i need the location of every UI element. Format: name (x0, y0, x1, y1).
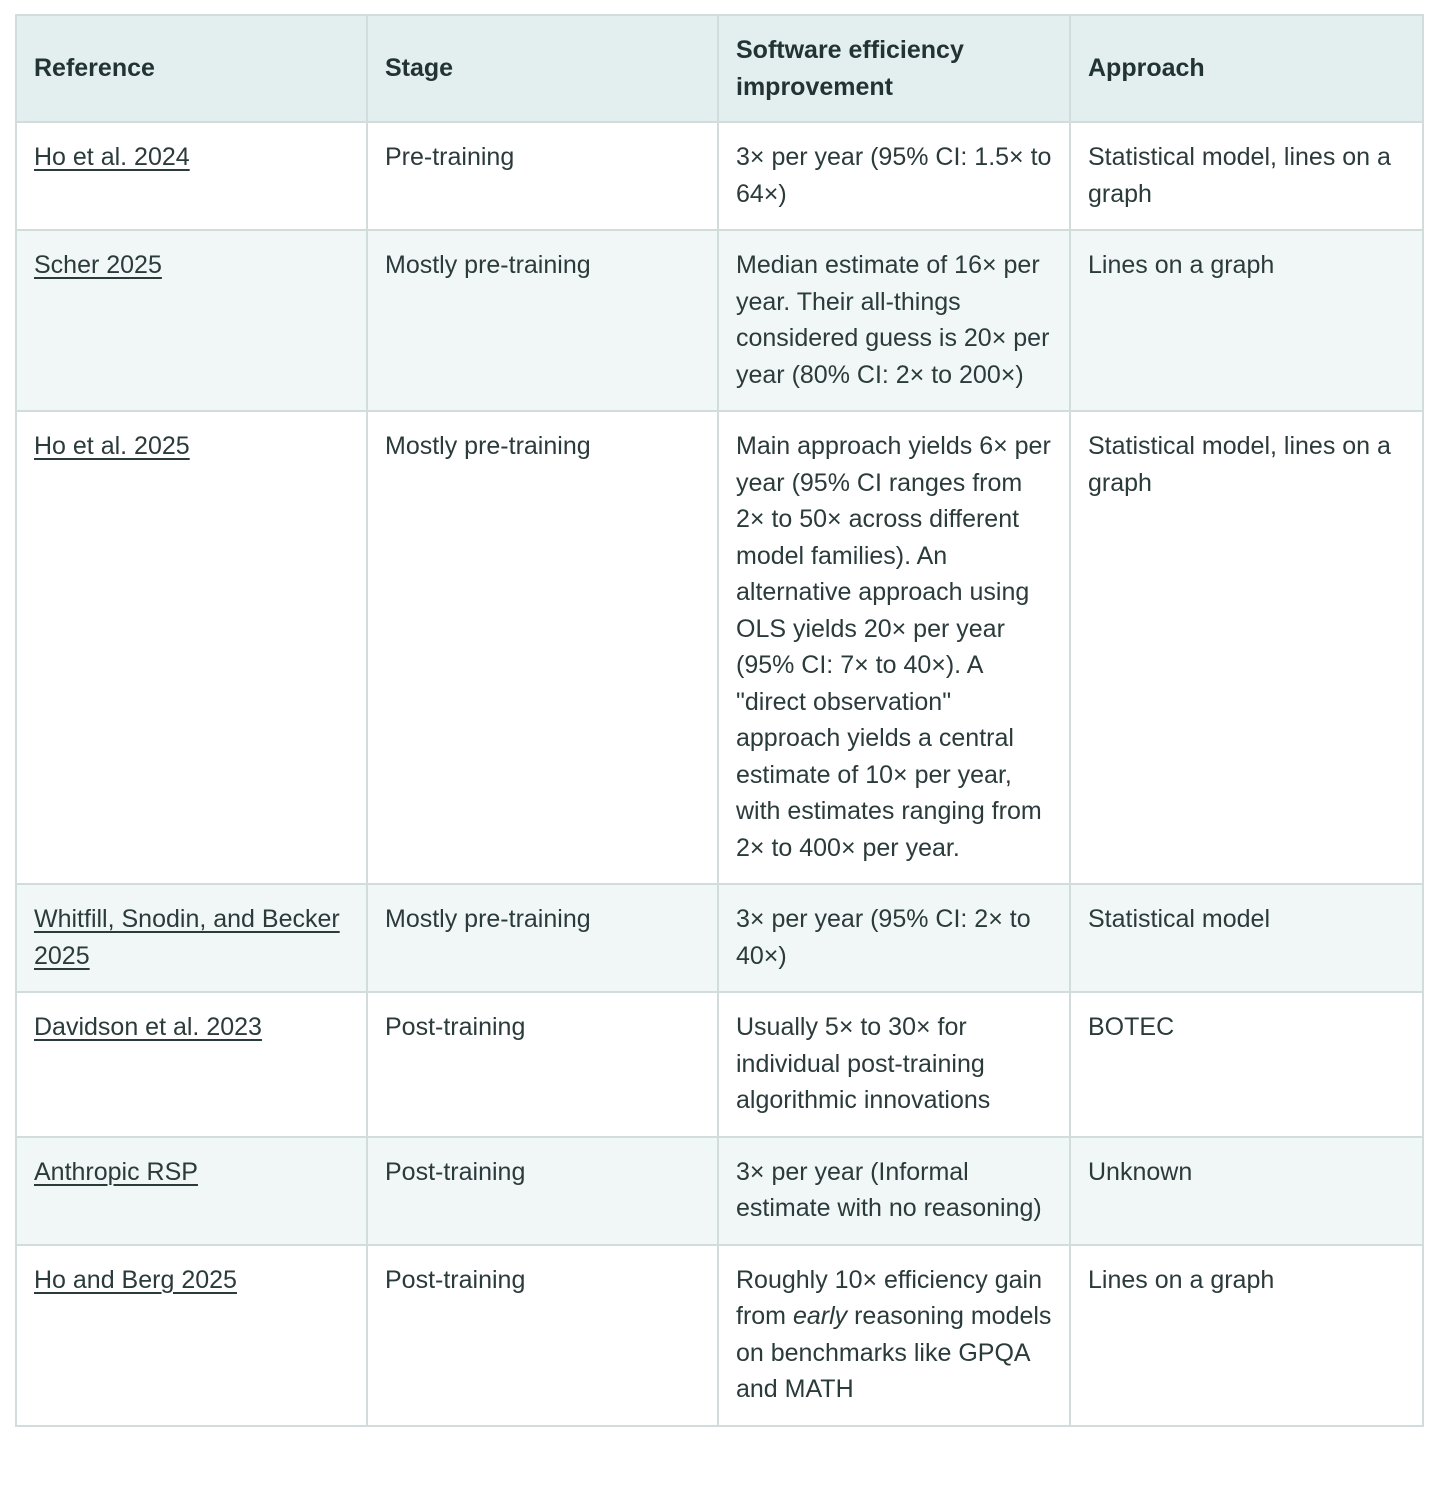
stage-cell: Post-training (367, 1137, 718, 1245)
header-row (16, 15, 1423, 122)
stage-cell: Pre-training (367, 122, 718, 230)
table-row (16, 1137, 1423, 1245)
approach-cell: BOTEC (1070, 992, 1423, 1137)
reference-cell (16, 884, 367, 992)
approach-cell: Lines on a graph (1070, 230, 1423, 411)
reference-cell (16, 122, 367, 230)
improvement-cell: 3× per year (Informal estimate with no reasoning) (718, 1137, 1070, 1245)
improvement-text-before: Roughly 10× efficiency gain from (736, 1265, 1042, 1330)
reference-link[interactable]: Ho et al. 2024 (34, 143, 190, 171)
improvement-cell: Median estimate of 16× per year. Their all-things considered guess is 20× per year (80% CI: 2× to 200×) (718, 230, 1070, 411)
approach-cell: Statistical model (1070, 884, 1423, 992)
improvement-cell: Main approach yields 6× per year (95% CI ranges from 2× to 50× across different model families). An alternative approach using OLS yields 20× per year (95% CI: 7× to 40×). A "direct observation" approach yields a central estimate of 10× per year, with estimates ranging from 2× to 400× per year. (718, 411, 1070, 884)
approach-cell: Unknown (1070, 1137, 1423, 1245)
improvement-cell: 3× per year (95% CI: 2× to 40×) (718, 884, 1070, 992)
header-software-efficiency-improvement: Software efficiency improvement (718, 15, 1070, 122)
reference-link[interactable]: Whitfill, Snodin, and Becker 2025 (34, 905, 340, 970)
table-row (16, 992, 1423, 1137)
stage-cell: Post-training (367, 1245, 718, 1426)
header-stage: Stage (367, 15, 718, 122)
table-row (16, 411, 1423, 884)
table-row (16, 230, 1423, 411)
reference-cell (16, 1137, 367, 1245)
header-reference: Reference (16, 15, 367, 122)
table-row (16, 1245, 1423, 1426)
improvement-text-emphasis: early (792, 1302, 848, 1330)
table-header (16, 15, 1423, 122)
reference-cell (16, 230, 367, 411)
stage-cell: Mostly pre-training (367, 884, 718, 992)
table-row (16, 122, 1423, 230)
table-row (16, 884, 1423, 992)
stage-cell: Post-training (367, 992, 718, 1137)
improvement-cell (718, 1245, 1070, 1426)
reference-link[interactable]: Ho and Berg 2025 (34, 1265, 237, 1294)
improvement-text-after: reasoning models on benchmarks like GPQA and MATH (736, 1302, 1052, 1403)
approach-cell: Statistical model, lines on a graph (1070, 122, 1423, 230)
reference-link[interactable]: Anthropic RSP (34, 1157, 198, 1186)
approach-cell: Lines on a graph (1070, 1245, 1423, 1426)
reference-link[interactable]: Ho et al. 2025 (34, 432, 190, 460)
stage-cell: Mostly pre-training (367, 230, 718, 411)
improvement-cell: 3× per year (95% CI: 1.5× to 64×) (718, 122, 1070, 230)
header-approach: Approach (1070, 15, 1423, 122)
reference-link[interactable]: Scher 2025 (34, 251, 162, 279)
approach-cell: Statistical model, lines on a graph (1070, 411, 1423, 884)
stage-cell: Mostly pre-training (367, 411, 718, 884)
improvement-cell: Usually 5× to 30× for individual post-training algorithmic innovations (718, 992, 1070, 1137)
table-body (16, 122, 1423, 1426)
estimates-table (15, 14, 1424, 1427)
reference-cell (16, 1245, 367, 1426)
reference-link[interactable]: Davidson et al. 2023 (34, 1013, 262, 1041)
reference-cell (16, 992, 367, 1137)
reference-cell (16, 411, 367, 884)
